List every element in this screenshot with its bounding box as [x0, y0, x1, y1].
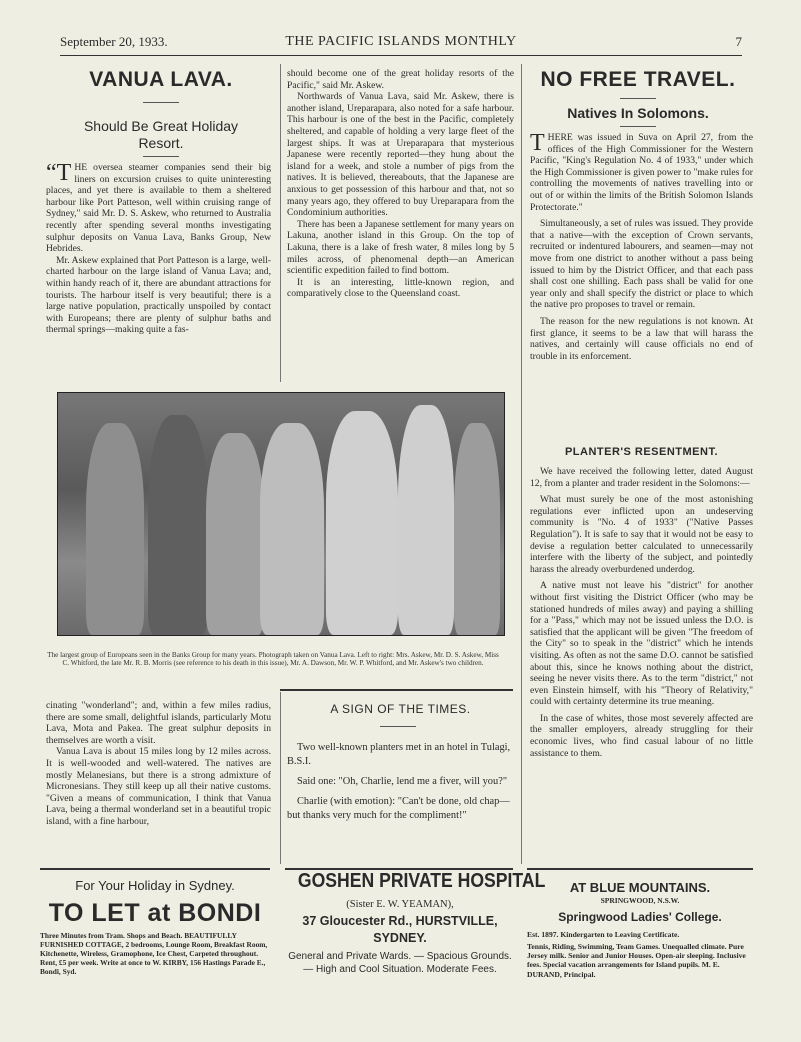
vanua-paragraph: Mr. Askew explained that Port Patteson is a large, well-charted harbour on the large island of Vanua Lava; and, within handy reach of it, there are abundant attractions for tourists. The harbour itself is very beautiful; there is a large native population, practically unspoiled by contact with Europeans; there are plenty of sulphur baths and thermal springs—making quite a fas-: [46, 254, 271, 336]
subtitle-rule: [620, 126, 656, 127]
ad-line: 37 Gloucester Rd., HURSTVILLE,: [302, 914, 498, 928]
vanua-cont-paragraph: There has been a Japanese settlement for many years on Lakuna, another island in this Group. On the top of Lakuna, there is a lake of fresh water, 8 miles long by 5 miles across, of phenomenal depth—an American scientific expedition failed to find bottom.: [287, 218, 514, 277]
photo-figure: [398, 405, 454, 635]
vanua-cont-paragraph: should become one of the great holiday resorts of the Pacific," said Mr. Askew.: [287, 68, 514, 91]
sign-paragraph: Said one: "Oh, Charlie, lend me a fiver, will you?": [297, 776, 508, 787]
column-divider: [280, 64, 281, 382]
article-subtitle-vanua-1: Should Be Great Holiday: [83, 118, 239, 134]
ad-heading: For Your Holiday in Sydney.: [75, 878, 235, 893]
photo-caption: The largest group of Europeans seen in the Banks Group for many years. Photograph taken on Vanua Lava. Left to right: Mrs. Askew, Mr. D. S. Askew, Miss C. Whitford, the late Mr. R. B. Morris (see reference to his death in this issue), Mr. A. Dawson, Mr. W. P. Whitford, and Mr. Askew's two children.: [47, 651, 499, 668]
vanua-cont-paragraph: It is an interesting, little-known region, and comparatively close to the Queensland coast.: [287, 276, 514, 300]
ad-body: Tennis, Riding, Swimming, Team Games. Unequalled climate. Pure Jersey milk. Senior and Junior Houses. Open-air sleeping. Inclusive fees. Special vacation arrangements for Island pupils. M. E. DURAND, Principal.: [527, 942, 746, 979]
page-header: [60, 30, 742, 54]
planters-resentment-heading: PLANTER'S RESENTMENT.: [564, 446, 719, 458]
vanua-paragraph: Vanua Lava is about 15 miles long by 12 miles across. It is well-wooded and well-watered. The natives are mostly Melanesians, but there is a strong admixture of Micronesians. They still keep up all their native customs. "Given a means of communication, I think that Vanua Lava, being a thermal wonderland set in a beautiful tropic island, with a fine harbour,: [46, 746, 271, 827]
ad-headline: GOSHEN PRIVATE HOSPITAL: [297, 870, 546, 892]
photo-figure: [454, 423, 500, 635]
caption-rule: [280, 689, 513, 691]
column-divider: [280, 692, 281, 864]
ad-rule: [40, 868, 270, 870]
ad-line: (Sister E. W. YEAMAN),: [346, 899, 454, 910]
ad-line: SPRINGWOOD, N.S.W.: [600, 896, 680, 905]
vanua-cont-paragraph: Northwards of Vanua Lava, said Mr. Askew, there is another island, Ureparapara, also noted for a safe harbour. This harbour is one of the best in the Pacific, completely sheltered, and capable of holding a very large fleet of the largest ships. It was at Ureparapara that mysterious Japanese were recently reported—they hung about the island for a week, and stole a number of pigs from the natives. It is believed, thereabouts, that the Japanese are anxious to get possession of this harbour and that, not so many years ago, they offered to buy Ureparapara from the Condominium authorities.: [287, 91, 514, 219]
sign-paragraph: Two well-known planters met in an hotel in Tulagi, B.S.I.: [287, 742, 511, 767]
photo-figure: [86, 423, 144, 635]
ad-headline: TO LET at BONDI: [48, 899, 262, 927]
sign-paragraph: Charlie (with emotion): "Can't be done, old chap—but thanks very much for the compliment!": [287, 796, 510, 821]
ad-heading: AT BLUE MOUNTAINS.: [569, 880, 711, 895]
travel-paragraph: The reason for the new regulations is not known. At first glance, it seems to be a law that will harass the natives, and certainly will cause officials no end of trouble in its enforcement.: [530, 315, 753, 362]
photo-figure: [148, 415, 208, 635]
vanua-continuation: [287, 68, 514, 300]
article-title-travel: NO FREE TRAVEL.: [540, 68, 736, 91]
photo-figure: [260, 423, 324, 635]
publication-title: THE PACIFIC ISLANDS MONTHLY: [285, 34, 517, 49]
vanua-paragraph: cinating "wonderland"; and, within a few miles radius, there are some small, delightful islands, particularly Motu Lava, Mota and Pakea. The great sulphur deposits in themselves are worth a visit.: [46, 700, 271, 746]
issue-date: September 20, 1933.: [60, 34, 168, 49]
article-title-sign: A SIGN OF THE TIMES.: [330, 702, 471, 716]
subtitle-rule: [143, 156, 179, 157]
page-number: 7: [735, 34, 742, 49]
springwood-college-advertisement: [527, 880, 753, 979]
ad-rule: [527, 868, 753, 870]
title-rule: [380, 726, 416, 727]
title-rule: [620, 98, 656, 99]
sign-article-body: [287, 741, 512, 823]
ad-line: Springwood Ladies' College.: [558, 910, 722, 924]
vanua-column-bottom: [46, 700, 271, 828]
vanua-paragraph: HE oversea steamer companies send their big liners on excursion cruises to quite uninteresting places, and yet there is available to them a sheltered harbour like Port Patteson, well within cruising range of Sydney," said Mr. D. S. Askew, who returned to Australia recently after spending several months investigating sulphur deposits on Vanua Lava, Banks Group, New Hebrides.: [46, 162, 271, 255]
ad-body: Three Minutes from Tram. Shops and Beach. BEAUTIFULLY FURNISHED COTTAGE, 2 bedrooms, Lounge Room, Breakfast Room, Kitchenette, Wireless, Gramophone, Ice Chest, Carpeted throughout. Rent, £5 per week. Write at once to W. KIRBY, 156 Hastings Parade E., Bondi, Syd.: [40, 931, 268, 976]
article-subtitle-vanua-2: Resort.: [138, 135, 184, 151]
travel-paragraph: Simultaneously, a set of rules was issued. They provide that a native—with the exception of Crown servants, recruited or indentured labourers, and seamen—may not move from one district to another without a pass being issued to him by the District Officer, and that each pass shall cost one shilling. Each pass shall be valid for one year only and shall specify the district or place to which the native pro proposes to travel or remain.: [530, 218, 753, 311]
header-rule: [60, 55, 742, 56]
photo-figure: [326, 411, 398, 635]
ad-line: SYDNEY.: [373, 931, 427, 945]
travel-column-2: [530, 466, 753, 759]
ad-body: General and Private Wards. — Spacious Grounds. — High and Cool Situation. Moderate Fees.: [288, 951, 512, 975]
dropcap: T: [530, 130, 545, 156]
column-divider: [521, 64, 522, 864]
article-subtitle-travel: Natives In Solomons.: [567, 105, 709, 121]
title-rule: [143, 102, 179, 103]
goshen-hospital-advertisement: [284, 870, 546, 976]
travel-paragraph: In the case of whites, those most severely affected are the smaller employers, already struggling for their economic lives, who find casual labour of no little assistance to them.: [530, 712, 753, 759]
photo-figure: [206, 433, 264, 635]
travel-paragraph: We have received the following letter, dated August 12, from a planter and trader resident in the Solomons:—: [530, 466, 753, 489]
travel-paragraph: HERE was issued in Suva on April 27, from the offices of the High Commissioner for the Western Pacific, "King's Regulation No. 4 of 1933," under which the High Commissioner is given power to "make rules for controlling the movements of natives travelling into or out of or within the limits of the British Solomon Islands Protectorate.": [530, 132, 753, 213]
bondi-advertisement: [40, 878, 270, 976]
group-photograph: [57, 392, 505, 636]
travel-paragraph: A native must not leave his "district" for another without first visiting the District Officer (who may be stationed hundreds of miles away) and paying a shilling for a "Pass," which may not be issued unless the D.O. is satisfied that the applicant will be given "The freedom of the City" so to speak in the "district" which he intends visiting. As often as not the same D.O. cannot be satisfied about this, since he knows nothing about the district, seeing he never visits there. As to the term "district," not even Einstein himself, with his "Theory of Relativity," could with certainty determine its true meaning.: [530, 580, 753, 708]
ad-line: Est. 1897. Kindergarten to Leaving Certificate.: [527, 930, 680, 939]
travel-paragraph: What must surely be one of the most astonishing regulations ever inflicted upon an undeserving community is "No. 4 of 1933" ("Native Passes Regulation"). It is safe to say that it would not be easy to devise a regulation better calculated to unnecessarily interfere with the liberty of the subject, and pointedly harass the already overburdened underdog.: [530, 494, 753, 575]
dropcap: “T: [46, 160, 72, 186]
vanua-column-top: [46, 162, 271, 336]
travel-column: [530, 132, 753, 370]
article-title-vanua: VANUA LAVA.: [89, 68, 233, 91]
